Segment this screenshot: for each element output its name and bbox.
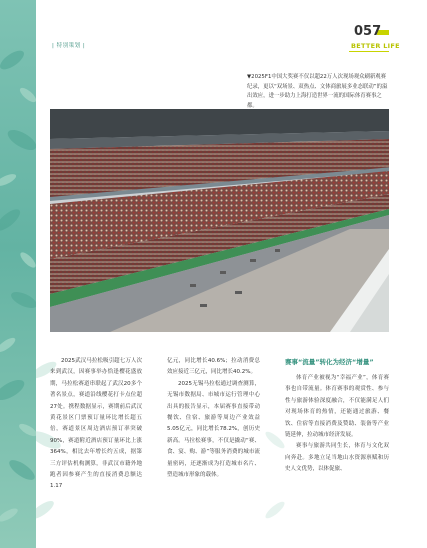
magazine-brand: BETTER LIFE	[351, 42, 400, 50]
body-paragraph: 亿元，同比增长40.6%；拉动消费总效应接近三亿元，同比增长40.2%。	[167, 358, 260, 376]
leaf-pattern-icon	[0, 0, 36, 548]
body-paragraph: 2025武汉马拉松吸引超七万人次来到武汉，因赛事举办恰逢樱花盛放期，马拉松赛道串联起了武汉20多个著名景点，赛道沿线樱花打卡点位超27处。携程数据显示，赛期前后武汉黄花景区门票预订量环比增长超五倍，赛道景区周边酒店预订率突破90%，赛道附近酒店预订量环比上涨364%，相比去年增长约五成，据第三方评估机构测算，非武汉市籍外地跑者因参赛产生的直接消费总额达1.17	[50, 358, 142, 490]
body-paragraph: 体育产业被视为“幸福产业”，体育赛事也自带流量。体育赛事的观赏性、参与性与旅游体验深度融合，不仅能满足人们对现场体育的热情，还能通过旅游、餐饮、住宿等直接消费及赞助、装备等产业链延伸，拉动城市经济发展。	[285, 375, 389, 439]
section-subheading: 赛事“流量”转化为经济“增量”	[285, 358, 374, 366]
race-stadium-photo	[50, 109, 389, 332]
section-tag: | 特别策划 |	[52, 43, 86, 49]
page-number: 057	[354, 24, 382, 39]
left-decorative-strip	[0, 0, 36, 548]
photo-caption: ▼2025F1中国大奖赛不仅以超22万人次现场观众刷新观赛纪录，更以“双场景、双热点、文体商旅展多业态联动”的溢出效应，进一步助力上海打造世界一流的国际体育赛事之都。	[247, 74, 388, 109]
body-column-3	[285, 356, 389, 476]
body-paragraph: 2025无锡马拉松通过调查测算，无锡市数据局、市城市运行管理中心出具的报告显示，本届赛事直接带动餐饮、住宿、旅游等周边产业效益5.05亿元，同比增长78.2%，创历史新高。马拉松赛事，不仅是撬动“赛、食、宴、购、游”等服务消费的城市流量密码，还逐渐成为打造城市名片、塑造城市形象的载体。	[167, 380, 260, 479]
body-column-2	[167, 356, 260, 481]
body-paragraph: 赛事与旅游共同生长，体育与文化双向奔赴。多地立足当地山水资源禀赋和历史人文优势，以体促旅、	[285, 443, 389, 473]
body-column-1	[50, 356, 142, 493]
stadium-illustration	[50, 109, 389, 332]
header-rule	[349, 51, 389, 52]
